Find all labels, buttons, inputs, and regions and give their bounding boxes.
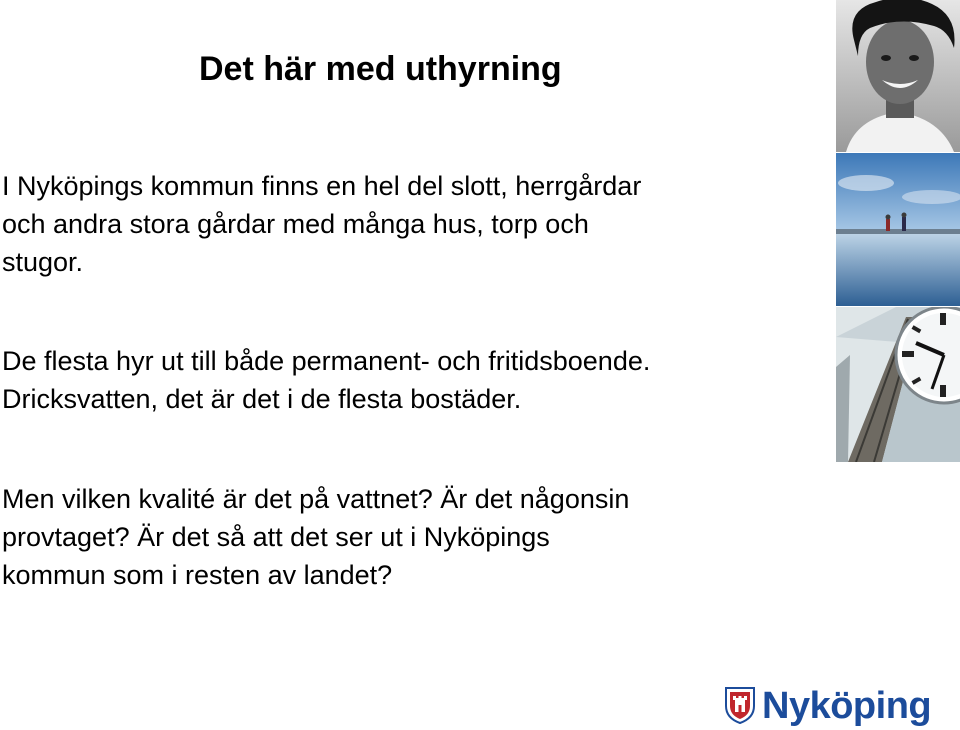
paragraph-line: kommun som i resten av landet? xyxy=(2,560,393,590)
paragraph-line: De flesta hyr ut till både permanent- och fritidsboende. xyxy=(2,346,651,376)
paragraph-water-quality-question xyxy=(2,480,629,594)
paragraph-line: Men vilken kvalité är det på vattnet? Är det någonsin xyxy=(2,484,630,514)
ice-skaters-photo xyxy=(836,153,960,306)
paragraph-line: I Nyköpings kommun finns en hel del slott, herrgårdar xyxy=(2,171,642,201)
paragraph-line: stugor. xyxy=(2,247,84,277)
logo-wordmark: Nyköping xyxy=(762,685,932,727)
paragraph-drinking-water xyxy=(2,342,650,418)
paragraph-line: Dricksvatten, det är det i de flesta bostäder. xyxy=(2,384,522,414)
clock-railway-photo xyxy=(836,307,960,462)
paragraph-line: och andra stora gårdar med många hus, torp och xyxy=(2,209,589,239)
city-crest-icon xyxy=(724,686,756,729)
nykoping-logo xyxy=(724,684,944,728)
slide-title: Det här med uthyrning xyxy=(199,50,562,88)
sidebar-photo-strip xyxy=(836,0,960,462)
portrait-photo xyxy=(836,0,960,152)
paragraph-rental-properties xyxy=(2,167,641,281)
paragraph-line: provtaget? Är det så att det ser ut i Nyköpings xyxy=(2,522,550,552)
